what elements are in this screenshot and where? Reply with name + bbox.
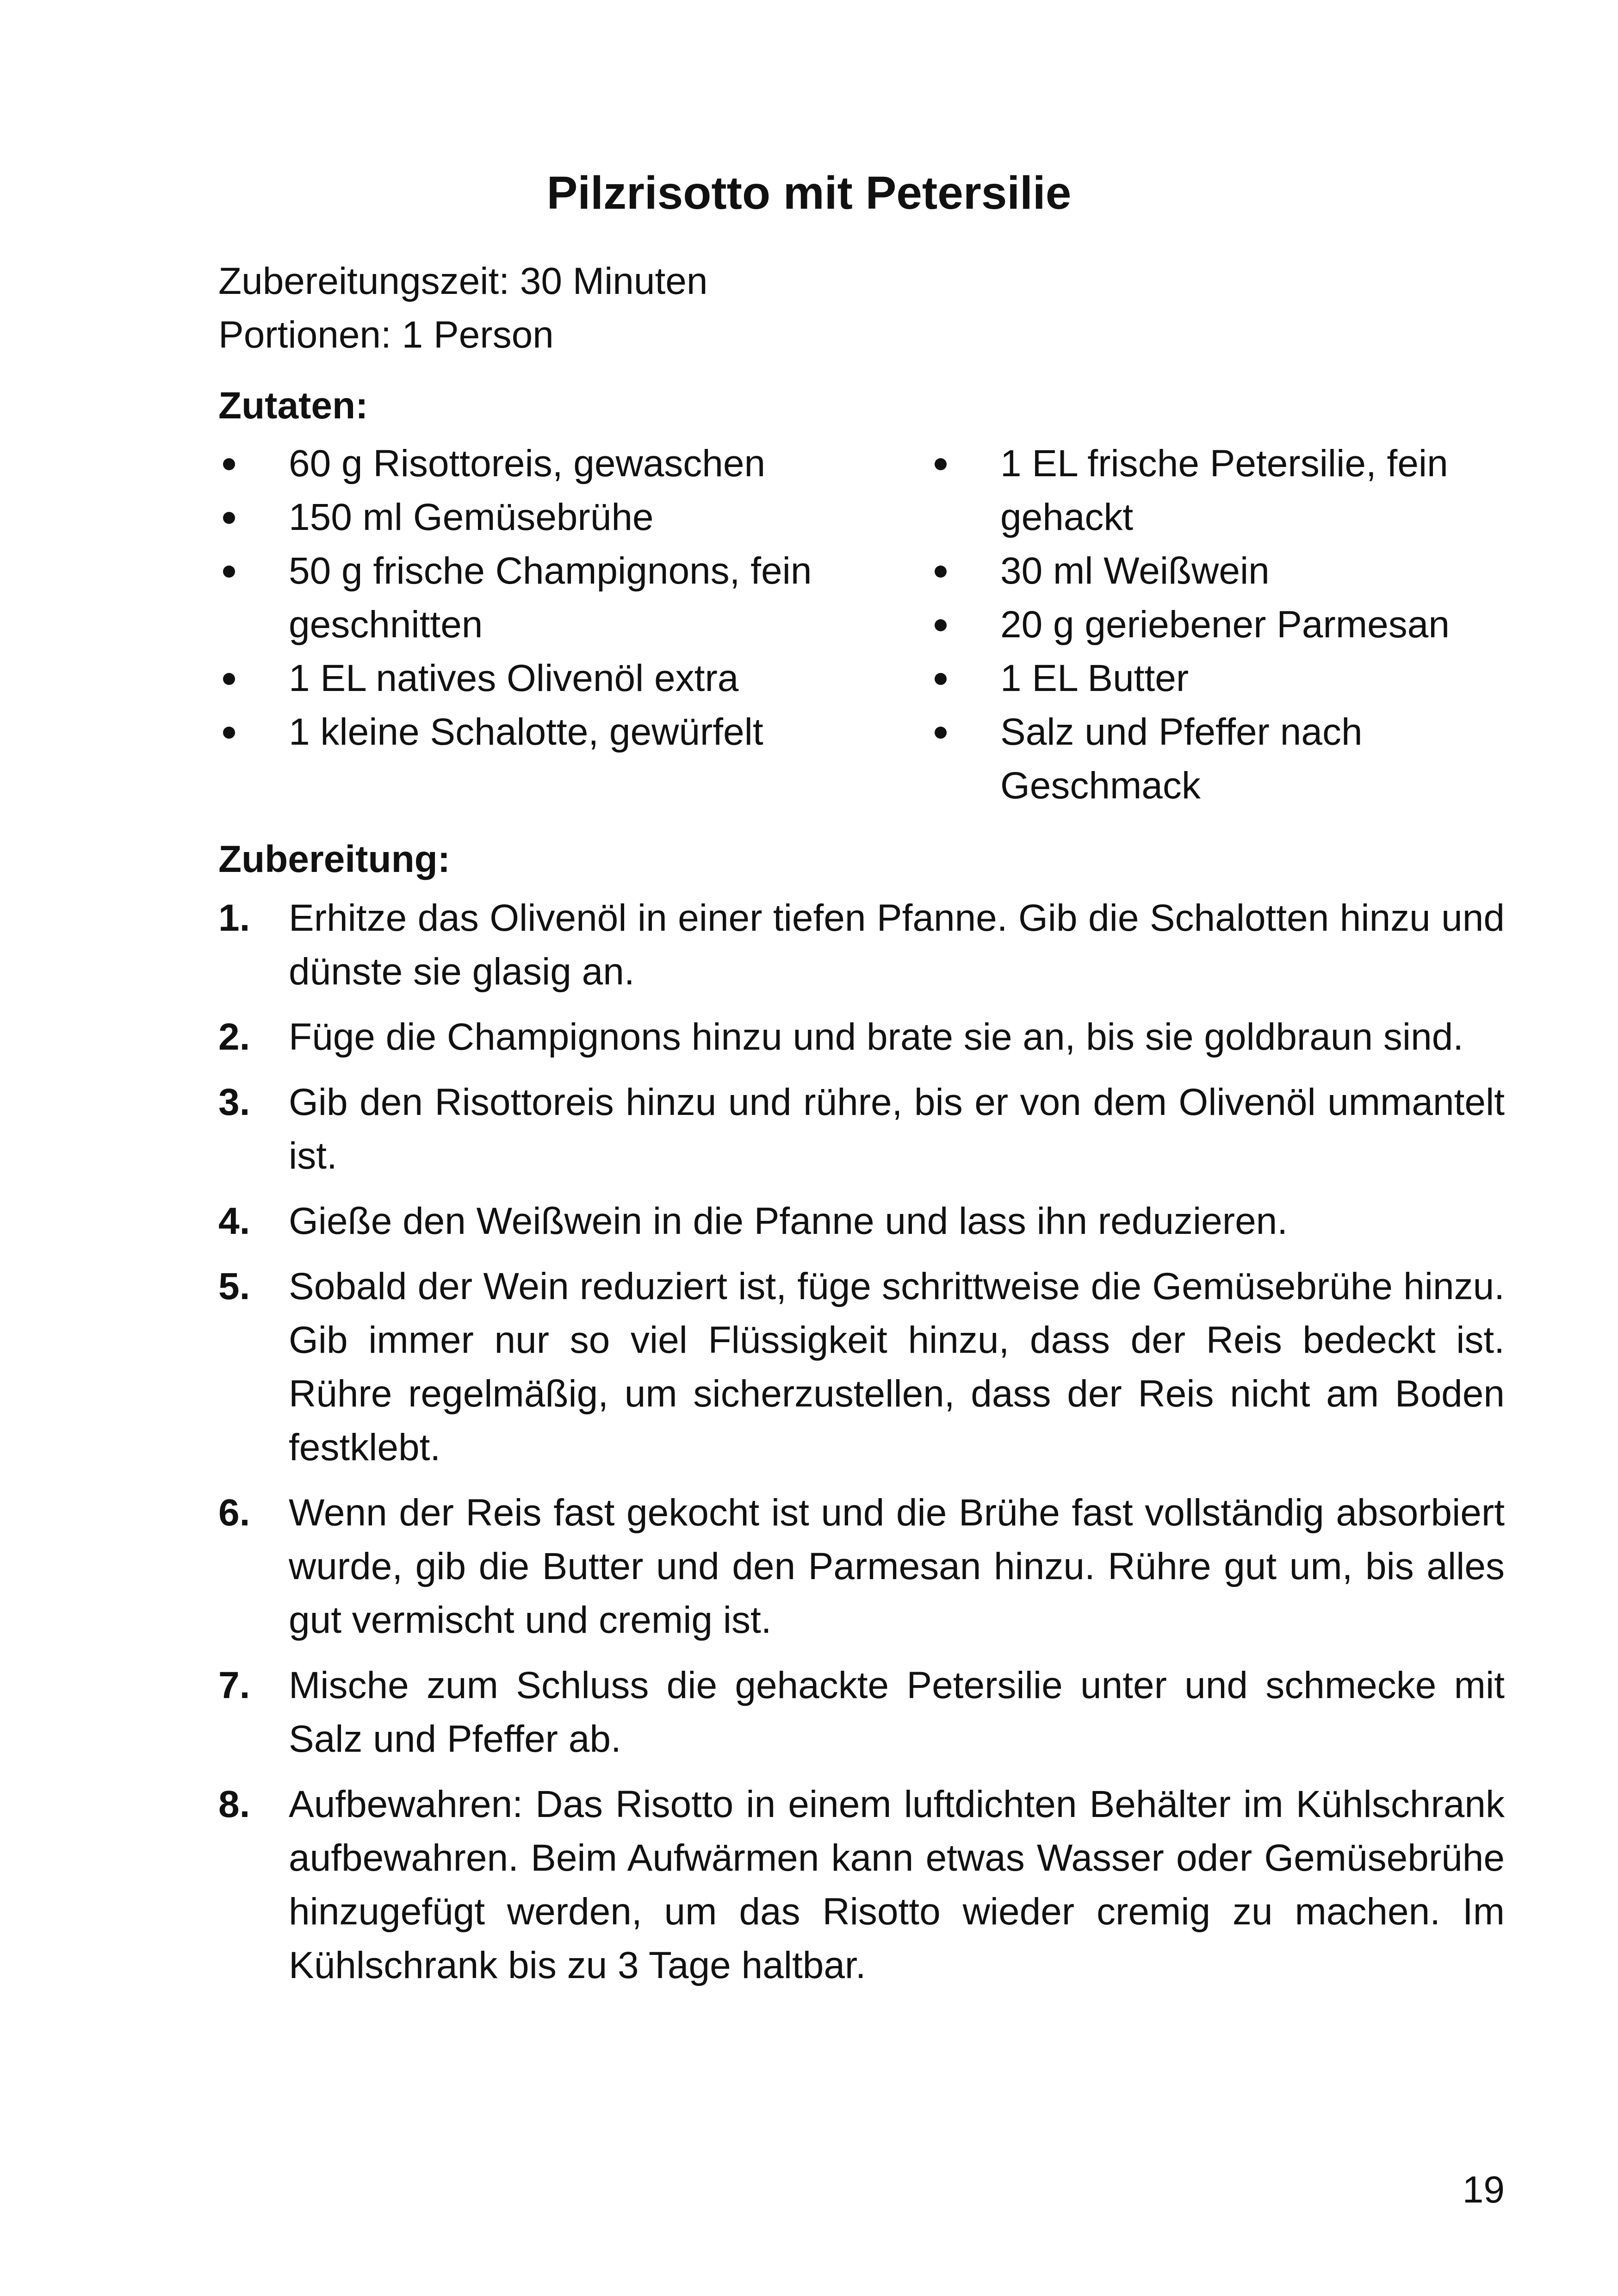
ingredient-item: 150 ml Gemüsebrühe: [218, 491, 820, 544]
ingredient-item: 1 EL Butter: [930, 652, 1531, 705]
step-number: 4.: [218, 1200, 250, 1242]
ingredient-item: 1 EL natives Olivenöl extra: [218, 652, 820, 705]
step-text: Sobald der Wein reduziert ist, füge schrittweise die Gemüsebrühe hinzu. Gib immer nur so viel Flüssigkeit hinzu, dass der Reis bedeckt ist. Rühre regelmäßig, um sicherzustellen, dass der Reis nicht am Boden festklebt.: [289, 1265, 1505, 1468]
ingredient-item: 50 g frische Champignons, fein geschnitten: [218, 544, 820, 652]
ingredient-item: 60 g Risottoreis, gewaschen: [218, 437, 820, 491]
step-number: 7.: [218, 1664, 250, 1706]
ingredient-item: 1 kleine Schalotte, gewürfelt: [218, 705, 820, 759]
recipe-title: Pilzrisotto mit Petersilie: [546, 167, 1072, 219]
ingredients-list-left: [218, 437, 820, 759]
ingredients-list-right: [930, 437, 1531, 813]
ingredient-item: 20 g geriebener Parmesan: [930, 598, 1531, 652]
ingredients-heading: Zutaten:: [218, 385, 368, 427]
step-number: 5.: [218, 1265, 250, 1307]
step-item: [218, 1659, 1505, 1766]
step-item: [218, 1076, 1505, 1183]
step-text: Gieße den Weißwein in die Pfanne und lass ihn reduzieren.: [289, 1200, 1288, 1242]
step-number: 2.: [218, 1016, 250, 1058]
ingredient-item: Salz und Pfeffer nach Geschmack: [930, 705, 1531, 813]
step-number: 6.: [218, 1492, 250, 1534]
step-number: 3.: [218, 1081, 250, 1123]
step-item: [218, 1010, 1505, 1064]
step-item: [218, 891, 1505, 999]
recipe-meta: [218, 255, 708, 362]
step-text: Gib den Risottoreis hinzu und rühre, bis er von dem Olivenöl ummantelt ist.: [289, 1081, 1505, 1177]
ingredient-item: 1 EL frische Petersilie, fein gehackt: [930, 437, 1531, 544]
preparation-heading: Zubereitung:: [218, 838, 451, 880]
step-item: [218, 1195, 1505, 1248]
step-item: [218, 1260, 1505, 1475]
step-number: 1.: [218, 897, 250, 939]
prep-time: Zubereitungszeit: 30 Minuten: [218, 260, 708, 302]
step-text: Wenn der Reis fast gekocht ist und die Brühe fast vollständig absorbiert wurde, gib die Butter und den Parmesan hinzu. Rühre gut um, bis alles gut vermischt und cremig ist.: [289, 1492, 1505, 1641]
step-text: Aufbewahren: Das Risotto in einem luftdichten Behälter im Kühlschrank aufbewahren. Beim Aufwärmen kann etwas Wasser oder Gemüsebrühe hinzugefügt werden, um das Risotto wieder cremig zu machen. Im Kühlschrank bis zu 3 Tage haltbar.: [289, 1783, 1505, 1986]
step-number: 8.: [218, 1783, 250, 1825]
page-number: 19: [1462, 2169, 1505, 2211]
step-item: [218, 1486, 1505, 1647]
step-item: [218, 1778, 1505, 1992]
preparation-steps: [218, 891, 1505, 2004]
ingredient-item: 30 ml Weißwein: [930, 544, 1531, 598]
servings: Portionen: 1 Person: [218, 314, 554, 356]
step-text: Erhitze das Olivenöl in einer tiefen Pfanne. Gib die Schalotten hinzu und dünste sie glasig an.: [289, 897, 1505, 993]
step-text: Füge die Champignons hinzu und brate sie an, bis sie goldbraun sind.: [289, 1016, 1464, 1058]
step-text: Mische zum Schluss die gehackte Petersilie unter und schmecke mit Salz und Pfeffer ab.: [289, 1664, 1505, 1760]
